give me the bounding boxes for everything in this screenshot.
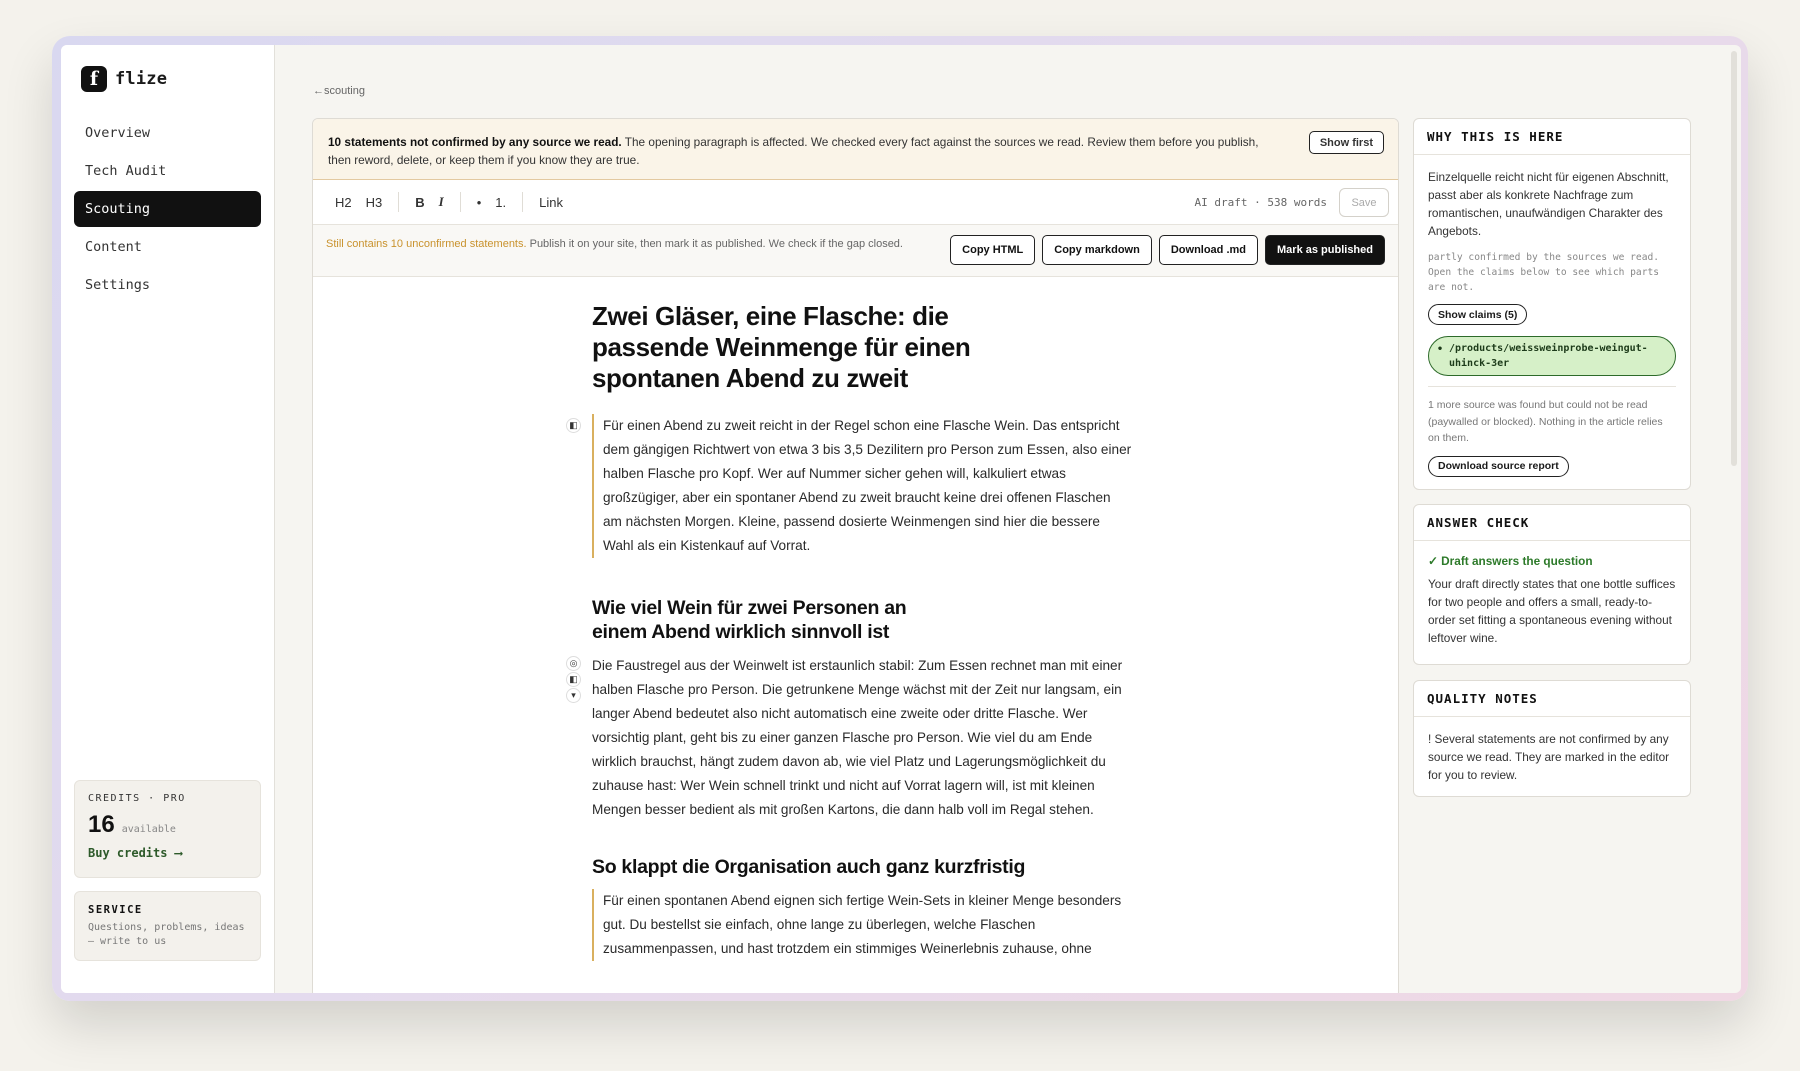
download-md-button[interactable]: Download .md <box>1159 235 1258 265</box>
italic-button[interactable]: I <box>438 194 444 209</box>
confirmation-note: partly confirmed by the sources we read. Open the claims below to see which parts are not. <box>1428 252 1660 293</box>
app-window <box>61 45 1741 993</box>
sidebar-nav <box>74 115 261 305</box>
article-heading[interactable]: Wie viel Wein für zwei Personen an einem Abend wirklich sinnvoll ist <box>592 597 907 643</box>
credits-label: CREDITS · PRO <box>88 793 186 804</box>
article-content <box>569 301 1132 961</box>
h3-button[interactable]: H3 <box>365 194 383 210</box>
article-editor[interactable] <box>313 277 1398 993</box>
logo[interactable] <box>81 66 167 92</box>
sidebar-item-overview[interactable]: Overview <box>85 125 151 141</box>
sidebar-item-settings[interactable]: Settings <box>85 277 151 293</box>
sidebar <box>61 45 275 993</box>
unread-source-note: 1 more source was found but could not be read (paywalled or blocked). Nothing in the article relies on them. <box>1428 399 1663 444</box>
answer-check-text: Your draft directly states that one bottle suffices for two people and offers a small, ready-to-order set fitting a spontaneous evening without leftover wine. <box>1428 577 1676 645</box>
link-button[interactable]: Link <box>539 194 563 210</box>
paragraph-block <box>569 414 1132 558</box>
toolbar-divider <box>460 192 461 212</box>
panel-title: WHY THIS IS HERE <box>1414 119 1690 155</box>
why-this-is-here-panel <box>1413 118 1691 490</box>
unconfirmed-warning-banner <box>313 119 1398 180</box>
publish-instructions: Publish it on your site, then mark it as published. We check if the gap closed. <box>526 238 903 250</box>
article-heading[interactable]: So klappt die Organisation auch ganz kurzfristig <box>592 856 1026 878</box>
source-marker-icon[interactable]: ◧ <box>566 672 581 687</box>
article-title[interactable]: Zwei Gläser, eine Flasche: die passende Weinmenge für einen spontanen Abend zu zweit <box>592 301 971 393</box>
article-paragraph-flagged[interactable]: Für einen Abend zu zweit reicht in der Regel schon eine Flasche Wein. Das entspricht dem gängigen Richtwert von etwa 3 bis 3,5 Dezilitern pro Person zum Essen, also einer halben Flasche pro Kopf. Wer auf Nummer sicher gehen will, kalkuliert etwas großzügiger, aber ein spontaner Abend zu zweit braucht keine drei offenen Flaschen am nächsten Morgen. Kleine, passend dosierte Weinmengen sind hier die bessere Wahl als ein Kistenkauf auf Vorrat. <box>592 414 1132 558</box>
editor-toolbar <box>313 180 1398 225</box>
quality-notes-text: ! Several statements are not confirmed by any source we read. They are marked in the editor for you to review. <box>1428 732 1670 782</box>
publish-text <box>326 236 926 252</box>
copy-markdown-button[interactable]: Copy markdown <box>1042 235 1152 265</box>
mark-as-published-button[interactable]: Mark as published <box>1265 235 1385 265</box>
breadcrumb-back-link[interactable]: ←scouting <box>313 85 365 97</box>
download-source-report-button[interactable]: Download source report <box>1428 456 1569 477</box>
show-first-button[interactable]: Show first <box>1309 131 1384 154</box>
publish-warning: Still contains 10 unconfirmed statements. <box>326 238 527 250</box>
article-paragraph-flagged[interactable]: Für einen spontanen Abend eignen sich fertige Wein-Sets in kleiner Menge besonders gut. Du bestellst sie einfach, ohne lange zu überlegen, welche Flaschen zusammenpassen, und hast trotzdem ein stimmiges Weinerlebnis zuhause, ohne <box>592 889 1132 961</box>
panel-title: QUALITY NOTES <box>1414 681 1690 717</box>
bullet-list-button[interactable]: • <box>476 194 482 210</box>
source-marker-icon[interactable]: ◎ <box>566 656 581 671</box>
service-text: Questions, problems, ideas — write to us <box>88 922 245 947</box>
app-name: flize <box>115 69 168 89</box>
show-claims-button[interactable]: Show claims (5) <box>1428 304 1527 325</box>
copy-html-button[interactable]: Copy HTML <box>950 235 1035 265</box>
source-chip[interactable]: • /products/weissweinprobe-weingut-uhinck-3er <box>1428 336 1676 376</box>
toolbar-divider <box>398 192 399 212</box>
service-label: SERVICE <box>88 904 143 916</box>
sidebar-item-tech-audit[interactable]: Tech Audit <box>85 163 167 179</box>
article-paragraph[interactable]: Die Faustregel aus der Weinwelt ist erstaunlich stabil: Zum Essen rechnet man mit einer halben Flasche pro Person. Die getrunkene Menge wächst mit der Zeit nur langsam, ein langer Abend bedeutet also nicht automatisch eine zweite oder dritte Flasche. Wer vorsichtig plant, geht bis zu einer ganzen Flasche pro Person. Wie viel du am Ende wirklich brauchst, hängt zudem davon ab, wie viel Platz und Lagerungsmöglichkeit du zuhause hast: Wer Wein schnell trinkt und nicht auf Vorrat lagern will, ist mit kleinen Mengen besser bedient als mit großen Kartons, die dann halb voll im Regal stehen. <box>592 658 1123 817</box>
quality-notes-panel <box>1413 680 1691 797</box>
h2-button[interactable]: H2 <box>335 194 352 210</box>
source-marker-icon[interactable]: ▾ <box>566 688 581 703</box>
editor-card <box>312 118 1399 993</box>
sidebar-item-content[interactable]: Content <box>85 239 142 255</box>
warning-text: The opening paragraph is affected. We checked every fact against the sources we read. Review them before you publish, then reword, delete, or keep them if you know they are true. <box>328 135 1259 167</box>
logo-icon: f <box>81 66 107 92</box>
buy-credits-link[interactable]: Buy credits ⟶ <box>88 846 182 860</box>
credits-count: 16 <box>88 811 115 838</box>
credits-available-label: available <box>121 824 176 835</box>
toolbar-divider <box>522 192 523 212</box>
why-text: Einzelquelle reicht nicht für eigenen Abschnitt, passt aber als konkrete Nachfrage zum romantischen, unaufwändigen Charakter des Angebots. <box>1428 170 1669 238</box>
service-card[interactable] <box>74 891 261 961</box>
bold-button[interactable]: B <box>415 194 425 210</box>
source-marker-icon[interactable]: ◧ <box>566 418 581 433</box>
save-button[interactable]: Save <box>1339 188 1389 217</box>
scrollbar[interactable] <box>1731 51 1737 466</box>
credits-card <box>74 780 261 878</box>
publish-bar <box>313 225 1398 277</box>
sidebar-item-scouting[interactable]: Scouting <box>74 191 261 227</box>
paragraph-block <box>569 654 1132 822</box>
panel-title: ANSWER CHECK <box>1414 505 1690 541</box>
divider <box>1428 386 1676 387</box>
paragraph-block <box>592 889 1132 961</box>
answer-check-panel <box>1413 504 1691 665</box>
numbered-list-button[interactable]: 1. <box>495 194 507 210</box>
warning-headline: 10 statements not confirmed by any source we read. <box>328 135 622 149</box>
draft-status: AI draft · 538 words <box>1194 196 1327 209</box>
publish-actions <box>950 235 1385 265</box>
answer-check-status: ✓ Draft answers the question <box>1428 554 1593 568</box>
